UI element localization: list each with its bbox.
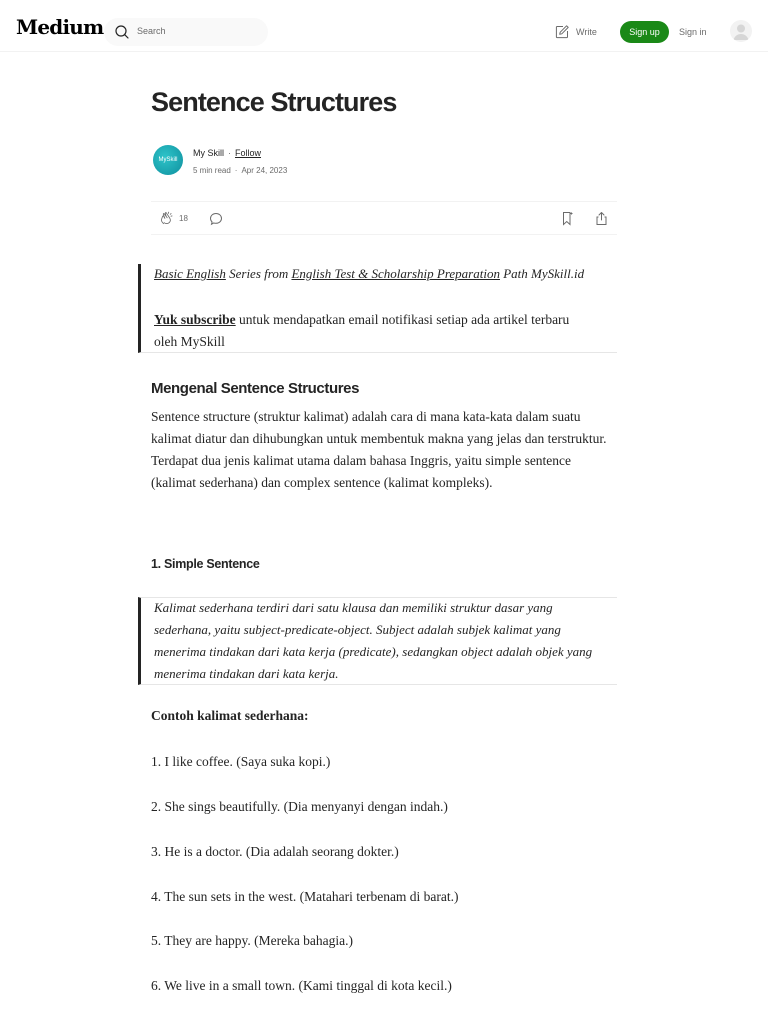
article-action-bar	[151, 201, 617, 235]
series-blockquote	[138, 264, 617, 353]
clap-icon	[159, 211, 174, 226]
write-icon	[554, 24, 570, 40]
author-avatar[interactable]: MySkill	[153, 145, 183, 175]
signup-button[interactable]: Sign up	[620, 21, 669, 43]
separator-dot: ·	[228, 148, 231, 158]
author-line	[193, 148, 261, 158]
english-test-path-link[interactable]: English Test & Scholarship Preparation	[291, 266, 500, 281]
section-heading: Mengenal Sentence Structures	[151, 380, 360, 397]
series-line	[154, 266, 584, 282]
user-avatar[interactable]	[730, 20, 752, 42]
simple-sentence-heading: 1. Simple Sentence	[151, 557, 260, 571]
article-meta	[193, 166, 287, 175]
user-icon	[730, 20, 752, 42]
medium-logo[interactable]: Medium	[16, 15, 104, 39]
series-text: Series from	[225, 266, 292, 281]
search-placeholder[interactable]: Search	[137, 26, 166, 36]
clap-count: 18	[179, 214, 188, 223]
search-icon	[114, 24, 130, 40]
read-time: 5 min read	[193, 166, 231, 175]
share-icon[interactable]	[594, 211, 609, 226]
top-nav-bar	[0, 0, 768, 52]
write-button[interactable]	[554, 23, 597, 41]
basic-english-link[interactable]: Basic English	[154, 266, 226, 281]
examples-title: Contoh kalimat sederhana:	[151, 708, 309, 723]
bookmark-icon[interactable]	[560, 211, 575, 226]
example-item: 1. I like coffee. (Saya suka kopi.)	[151, 754, 331, 769]
example-item: 2. She sings beautifully. (Dia menyanyi dengan indah.)	[151, 799, 448, 814]
author-name[interactable]: My Skill	[193, 148, 224, 158]
clap-button[interactable]	[159, 211, 188, 226]
subscribe-link[interactable]: Yuk subscribe	[154, 312, 236, 327]
example-item: 5. They are happy. (Mereka bahagia.)	[151, 933, 354, 948]
example-item: 6. We live in a small town. (Kami tinggal di kota kecil.)	[151, 978, 452, 993]
signin-link[interactable]: Sign in	[679, 27, 707, 37]
example-item: 3. He is a doctor. (Dia adalah seorang dokter.)	[151, 844, 399, 859]
example-item: 4. The sun sets in the west. (Matahari terbenam di barat.)	[151, 889, 459, 904]
series-text-end: Path MySkill.id	[499, 266, 585, 281]
publish-date: Apr 24, 2023	[241, 166, 288, 175]
subscribe-line	[154, 309, 594, 353]
write-label: Write	[576, 27, 597, 37]
definition-text: Kalimat sederhana terdiri dari satu klausa dan memiliki struktur dasar yang sederhana, yaitu subject-predicate-object. Subject adalah subjek kalimat yang menerima tindakan dari kata kerja (predicate), sedangkan object adalah objek yang menerima tindakan dari kata kerja.	[154, 600, 593, 681]
intro-paragraph: Sentence structure (struktur kalimat) adalah cara di mana kata-kata dalam suatu kalimat diatur dan dihubungkan untuk membentuk makna yang jelas dan terstruktur. Terdapat dua jenis kalimat utama dalam bahasa Inggris, yaitu simple sentence (kalimat sederhana) dan complex sentence (kalimat kompleks).	[151, 409, 607, 490]
search-box[interactable]	[104, 18, 268, 46]
article-title: Sentence Structures	[151, 87, 397, 117]
follow-link[interactable]: Follow	[235, 148, 262, 158]
meta-separator-dot: ·	[234, 166, 238, 175]
subscribe-text: untuk mendapatkan email notifikasi setiap ada artikel terbaru oleh MySkill	[154, 312, 570, 349]
comment-icon[interactable]	[209, 212, 223, 226]
definition-blockquote	[138, 597, 617, 685]
